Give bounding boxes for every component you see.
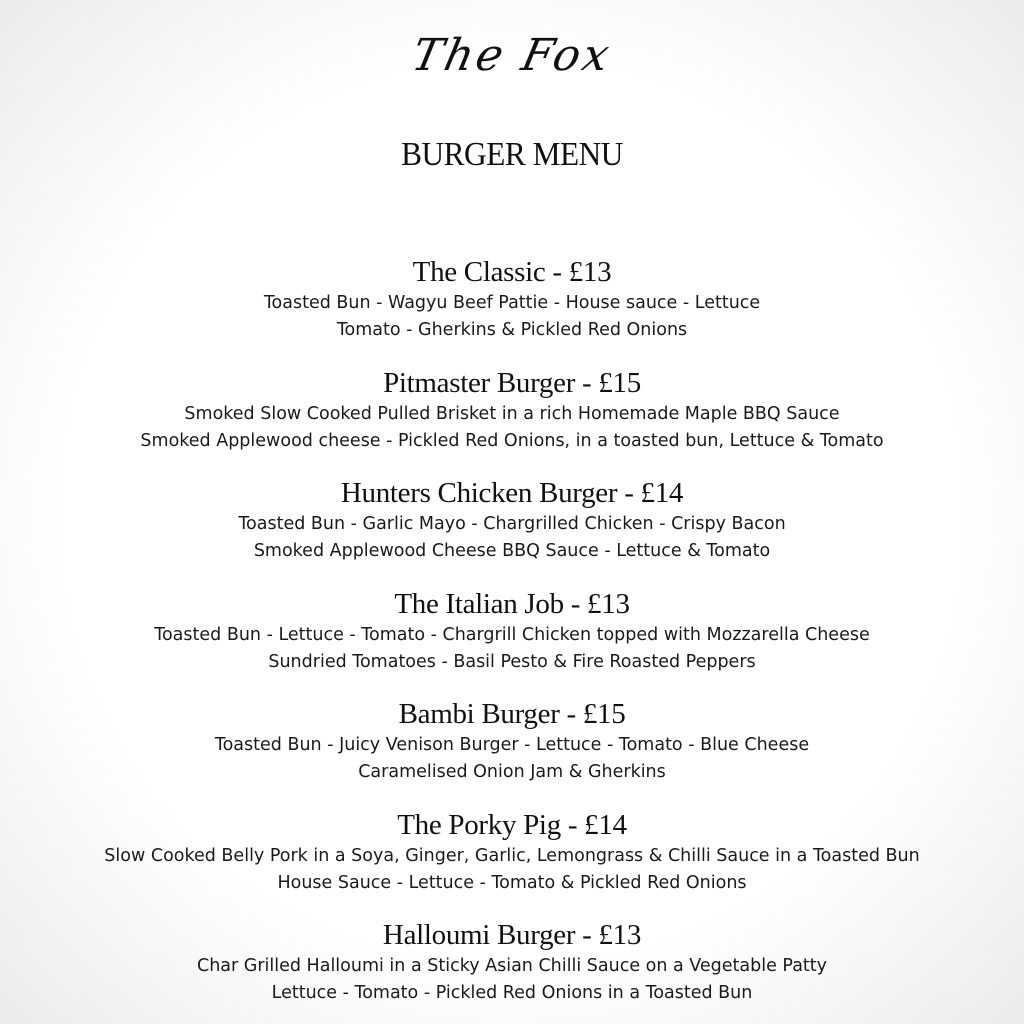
item-description: [0, 511, 1024, 565]
item-title: Halloumi Burger - £13: [382, 919, 642, 951]
item-description: [0, 843, 1024, 897]
item-description-line: Toasted Bun - Wagyu Beef Pattie - House sauce - Lettuce: [263, 293, 761, 313]
item-description: [0, 732, 1024, 786]
item-title: The Porky Pig - £14: [397, 808, 627, 841]
menu-item-the-porky-pig: [0, 807, 1024, 918]
item-title: Bambi Burger - £15: [398, 698, 626, 730]
item-description-line: Caramelised Onion Jam & Gherkins: [358, 762, 666, 782]
item-description: [0, 290, 1024, 344]
menu-item-halloumi-burger: [0, 917, 1024, 1028]
item-description-line: Toasted Bun - Lettuce - Tomato - Chargrill Chicken topped with Mozzarella Cheese: [154, 624, 870, 645]
item-description-line: Char Grilled Halloumi in a Sticky Asian Chilli Sauce on a Vegetable Patty: [196, 956, 828, 976]
item-description-line: Toasted Bun - Juicy Venison Burger - Lettuce - Tomato - Blue Cheese: [214, 735, 810, 755]
item-description-line: Sundried Tomatoes - Basil Pesto & Fire Roasted Peppers: [268, 651, 756, 672]
item-description-line: Lettuce - Tomato - Pickled Red Onions in a Toasted Bun: [271, 983, 753, 1003]
item-description-line: Toasted Bun - Garlic Mayo - Chargrilled Chicken - Crispy Bacon: [238, 514, 786, 534]
item-description-line: Slow Cooked Belly Pork in a Soya, Ginger, Garlic, Lemongrass & Chilli Sauce in a Toasted Bun: [104, 845, 920, 866]
item-title: Hunters Chicken Burger - £14: [340, 477, 684, 509]
item-description: [0, 953, 1024, 1007]
item-description-line: Smoked Slow Cooked Pulled Brisket in a rich Homemade Maple BBQ Sauce: [184, 403, 840, 424]
brand-logo: The Fox: [407, 30, 617, 81]
menu-items: [0, 254, 1024, 1028]
item-description-line: Smoked Applewood Cheese BBQ Sauce - Lettuce & Tomato: [253, 541, 771, 561]
item-title: Pitmaster Burger - £15: [383, 366, 641, 399]
item-description: [0, 622, 1024, 676]
item-description-line: Tomato - Gherkins & Pickled Red Onions: [336, 320, 688, 340]
menu-item-pitmaster-burger: [0, 365, 1024, 476]
menu-title: BURGER MENU: [401, 136, 623, 173]
item-title: The Italian Job - £13: [394, 587, 630, 620]
item-description-line: Smoked Applewood cheese - Pickled Red Onions, in a toasted bun, Lettuce & Tomato: [140, 430, 884, 451]
menu-item-the-classic: [0, 254, 1024, 365]
item-description: [0, 401, 1024, 455]
item-description-line: House Sauce - Lettuce - Tomato & Pickled Red Onions: [277, 872, 747, 893]
menu-item-the-italian-job: [0, 586, 1024, 697]
item-title: The Classic - £13: [412, 256, 612, 288]
menu-item-bambi-burger: [0, 696, 1024, 807]
menu-item-hunters-chicken-burger: [0, 475, 1024, 586]
